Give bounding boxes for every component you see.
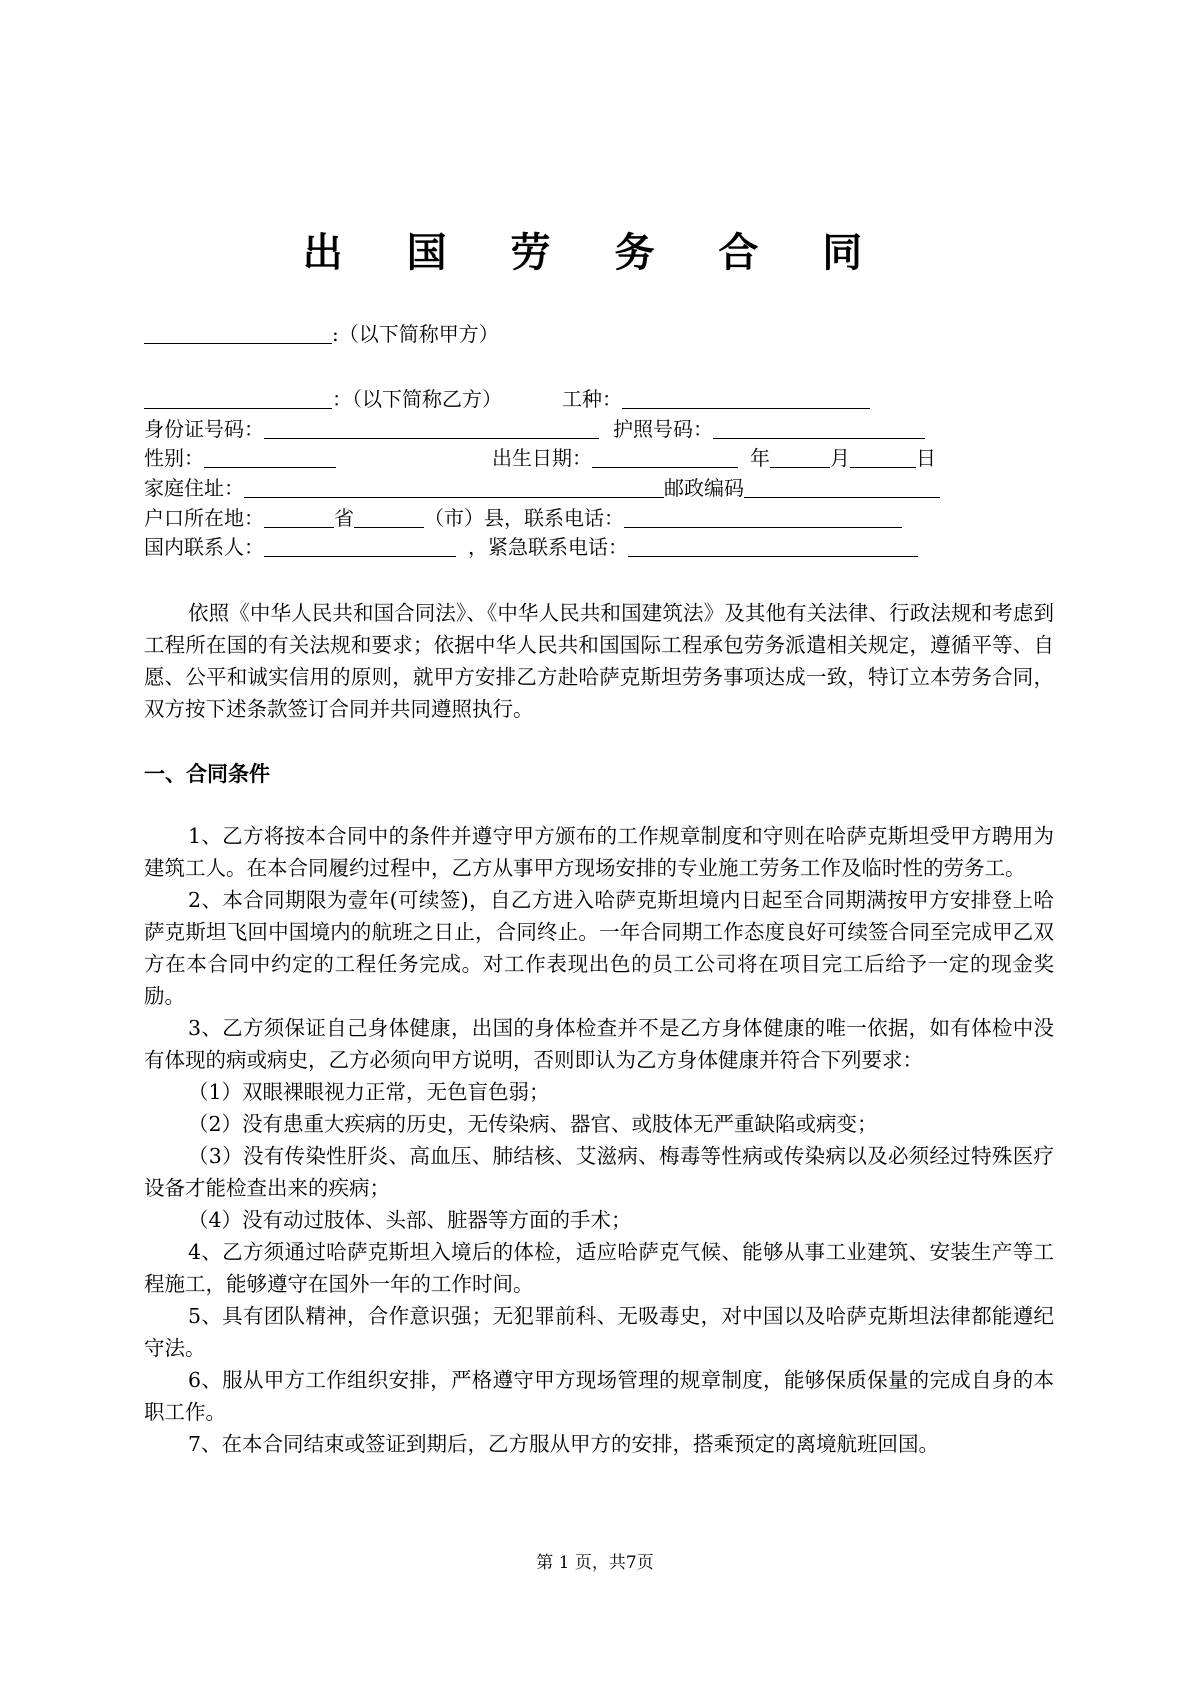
clause-1: 1、乙方将按本合同中的条件并遵守甲方颁布的工作规章制度和守则在哈萨克斯坦受甲方聘用为建筑工人。在本合同履约过程中，乙方从事甲方现场安排的专业施工劳务工作及临时性的劳务工。 [144,824,1054,880]
party-b-blank[interactable] [144,386,332,409]
intro-paragraph: 依照《中华人民共和国合同法》、《中华人民共和国建筑法》及其他有关法律、行政法规和考虑到工程所在国的有关法规和要求；依据中华人民共和国国际工程承包劳务派遣相关规定，遵循平等、自愿、公平和诚实信用的原则，就甲方安排乙方赴哈萨克斯坦劳务事项达成一致，特订立本劳务合同，双方按下述条款签订合同并共同遵照执行。 [144,601,1054,721]
hukou-label: 户口所在地： [144,506,264,530]
job-label: 工种： [562,387,622,411]
county-blank[interactable] [354,505,424,528]
section-heading: 一、合同条件 [144,762,270,786]
party-a-suffix: :（以下简称甲方） [332,322,499,346]
hukou-line [144,504,902,532]
passport-blank[interactable] [713,416,925,439]
contact-line [144,533,918,561]
document-title: 出 国 劳 务 合 同 [302,230,888,276]
passport-label: 护照号码： [613,417,713,441]
section1-body [144,820,1054,1460]
emergency-phone-blank[interactable] [628,534,918,557]
province-label: 省 [334,506,354,530]
id-passport-line [144,415,925,443]
address-blank[interactable] [244,475,664,498]
health-item-1: （1）双眼裸眼视力正常，无色盲色弱； [188,1080,550,1104]
clause-2: 2、本合同期限为壹年(可续签)，自乙方进入哈萨克斯坦境内日起至合同期满按甲方安排登上哈萨克斯坦飞回中国境内的航班之日止，合同终止。一年合同期工作态度良好可续签合同至完成甲乙双方在本合同中约定的工程任务完成。对工作表现出色的员工公司将在项目完工后给予一定的现金奖励。 [144,888,1054,1008]
birth-month-blank[interactable] [770,445,830,468]
postcode-label: 邮政编码 [664,476,744,500]
id-label: 身份证号码： [144,417,264,441]
postcode-blank[interactable] [744,475,940,498]
province-blank[interactable] [264,505,334,528]
party-b-suffix: ：（以下简称乙方） [332,387,502,411]
health-item-3: （3）没有传染性肝炎、高血压、肺结核、艾滋病、梅毒等性病或传染病以及必须经过特殊医疗设备才能检查出来的疾病； [144,1144,1054,1200]
birth-label: 出生日期： [492,446,592,470]
domestic-contact-blank[interactable] [264,534,456,557]
health-item-2: （2）没有患重大疾病的历史，无传染病、器官、或肢体无严重缺陷或病变； [188,1112,878,1136]
birth-day-blank[interactable] [850,445,916,468]
birth-year-blank[interactable] [592,445,738,468]
health-item-4: （4）没有动过肢体、头部、脏器等方面的手术； [188,1208,632,1232]
phone-blank[interactable] [624,505,902,528]
party-a-blank[interactable] [144,321,332,344]
gender-birth-line [144,444,936,472]
page-footer: 第 1 页，共7页 [536,1553,654,1573]
clause-3: 3、乙方须保证自己身体健康，出国的身体检查并不是乙方身体健康的唯一依据，如有体检中没有体现的病或病史，乙方必须向甲方说明，否则即认为乙方身体健康并符合下列要求： [144,1016,1054,1072]
job-blank[interactable] [622,386,870,409]
clause-7: 7、在本合同结束或签证到期后，乙方服从甲方的安排，搭乘预定的离境航班回国。 [188,1432,940,1456]
intro-block [144,597,1054,725]
id-blank[interactable] [264,416,599,439]
clause-6: 6、服从甲方工作组织安排，严格遵守甲方现场管理的规章制度，能够保质保量的完成自身的本职工作。 [144,1368,1054,1424]
emergency-label: ，紧急联系电话： [468,535,628,559]
year-label: 年 [750,446,770,470]
gender-label: 性别： [144,446,204,470]
party-a-line [144,320,499,348]
city-county-label: （市）县，联系电话： [424,506,624,530]
party-b-line [144,385,870,413]
month-label: 月 [830,446,850,470]
day-label: 日 [916,446,936,470]
domestic-contact-label: 国内联系人： [144,535,264,559]
gender-blank[interactable] [204,445,336,468]
address-label: 家庭住址： [144,476,244,500]
clause-4: 4、乙方须通过哈萨克斯坦入境后的体检，适应哈萨克气候、能够从事工业建筑、安装生产等工程施工，能够遵守在国外一年的工作时间。 [144,1240,1054,1296]
address-line [144,474,940,502]
clause-5: 5、具有团队精神，合作意识强；无犯罪前科、无吸毒史，对中国以及哈萨克斯坦法律都能遵纪守法。 [144,1304,1054,1360]
